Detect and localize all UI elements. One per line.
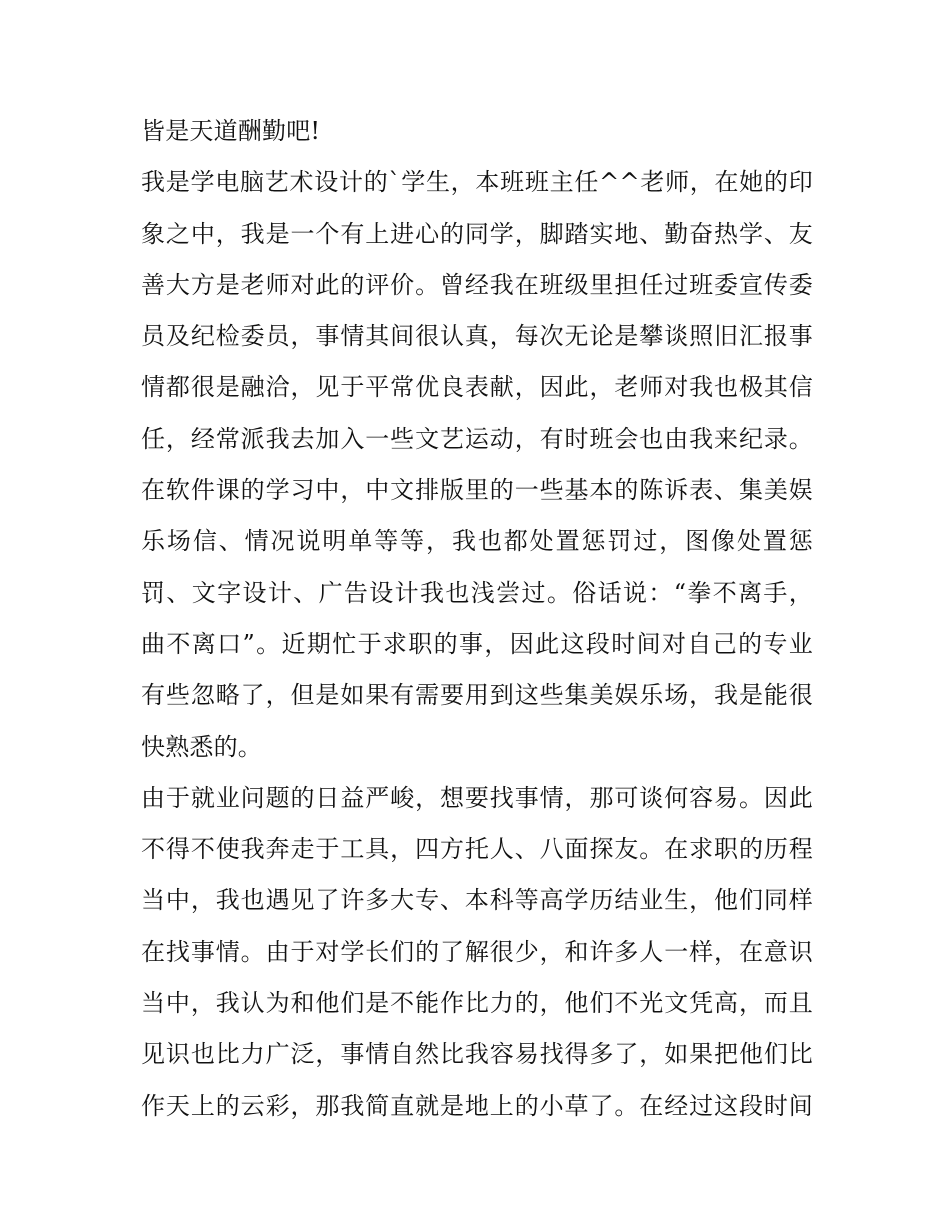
text-line: 员及纪检委员，事情其间很认真，每次无论是攀谈照旧汇报事 [141,322,813,351]
text-line: 罚、文字设计、广告设计我也浅尝过。俗话说：“拳不离手， [141,578,813,607]
text-line: 当中，我认为和他们是不能作比力的，他们不光文凭高，而且 [141,989,813,1018]
text-line: 见识也比力广泛，事情自然比我容易找得多了，如果把他们比 [141,1040,813,1069]
text-line: 作天上的云彩，那我简直就是地上的小草了。在经过这段时间 [141,1091,813,1120]
text-line: 象之中，我是一个有上进心的同学，脚踏实地、勤奋热学、友 [141,219,813,248]
text-line: 不得不使我奔走于工具，四方托人、八面探友。在求职的历程 [141,835,813,864]
text-line: 曲不离口”。近期忙于求职的事，因此这段时间对自己的专业 [141,629,813,658]
text-line: 在软件课的学习中，中文排版里的一些基本的陈诉表、集美娱 [141,476,813,505]
text-line: 当中，我也遇见了许多大专、本科等高学历结业生，他们同样 [141,886,813,915]
text-line: 任，经常派我去加入一些文艺运动，有时班会也由我来纪录。 [141,424,813,453]
text-line: 快熟悉的。 [141,732,262,761]
text-line: 皆是天道酬勤吧! [141,117,321,145]
text-line: 由于就业问题的日益严峻，想要找事情，那可谈何容易。因此 [141,783,813,812]
body-text [141,106,813,1132]
text-line: 我是学电脑艺术设计的`学生，本班班主任^^老师，在她的印 [141,168,813,197]
text-line: 乐场信、情况说明单等等，我也都处置惩罚过，图像处置惩 [141,527,813,556]
text-line: 善大方是老师对此的评价。曾经我在班级里担任过班委宣传委 [141,270,813,299]
text-line: 在找事情。由于对学长们的了解很少，和许多人一样，在意识 [141,937,813,966]
text-line: 情都很是融洽，见于平常优良表献，因此，老师对我也极其信 [141,373,813,402]
text-line: 有些忽略了，但是如果有需要用到这些集美娱乐场，我是能很 [141,681,813,710]
